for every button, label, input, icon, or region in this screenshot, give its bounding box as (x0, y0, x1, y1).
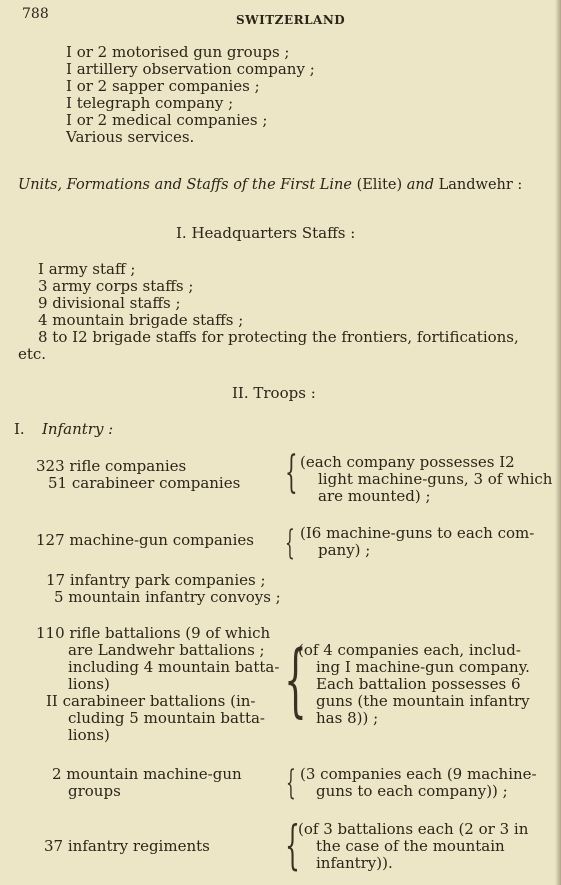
troop-note: (I6 machine-guns to each com- (300, 524, 535, 542)
troop-note: Each battalion possesses 6 (316, 675, 521, 693)
intro-item: Various services. (66, 128, 195, 146)
intro-item: I artillery observation company ; (66, 60, 315, 78)
staff-continuation: etc. (18, 345, 47, 363)
intro-item: I or 2 motorised gun groups ; (66, 43, 290, 61)
troop-item: 127 machine-gun companies (36, 531, 254, 549)
troop-note: infantry)). (316, 854, 393, 872)
intro-item: I or 2 medical companies ; (66, 111, 268, 129)
troop-item: including 4 mountain batta- (68, 658, 280, 676)
intro-item: I telegraph company ; (66, 94, 234, 112)
brace: { (285, 523, 295, 563)
brace: { (286, 763, 296, 803)
units-heading (18, 177, 522, 194)
units-heading-part1: Units, Formations and Staffs of the First Line (18, 177, 352, 193)
infantry-number: I. (14, 420, 25, 438)
units-heading-part3: and (406, 177, 435, 193)
troop-note: (of 4 companies each, includ- (298, 641, 521, 659)
troop-note: light machine-guns, 3 of which (318, 470, 553, 488)
troop-note: the case of the mountain (316, 837, 505, 855)
staff-item: I army staff ; (38, 260, 136, 278)
troop-note: (of 3 battalions each (2 or 3 in (298, 820, 529, 838)
running-title: SWITZERLAND (236, 13, 346, 27)
troop-item: II carabineer battalions (in- (46, 692, 256, 710)
brace: { (285, 816, 300, 876)
troop-note: (3 companies each (9 machine- (300, 765, 537, 783)
staff-item: 9 divisional staffs ; (38, 294, 181, 312)
troop-item: 37 infantry regiments (44, 837, 210, 855)
units-heading-part4: Landwehr : (438, 177, 523, 193)
intro-item: I or 2 sapper companies ; (66, 77, 260, 95)
troop-note: pany) ; (318, 541, 371, 559)
page-number: 788 (22, 6, 49, 22)
section2-title: II. Troops : (232, 384, 316, 402)
infantry-label: Infantry : (42, 420, 114, 438)
staff-item: 8 to I2 brigade staffs for protecting the frontiers, fortifications, (38, 328, 519, 346)
troop-item: are Landwehr battalions ; (68, 641, 265, 659)
section1-title: I. Headquarters Staffs : (176, 224, 356, 242)
troop-item: 5 mountain infantry convoys ; (54, 588, 281, 606)
units-heading-part2: (Elite) (356, 177, 403, 193)
troop-note: ing I machine-gun company. (316, 658, 530, 676)
troop-item: lions) (68, 726, 110, 744)
troop-item: groups (68, 782, 121, 800)
brace: { (284, 633, 307, 726)
troop-item: lions) (68, 675, 110, 693)
troop-item: 323 rifle companies (36, 457, 187, 475)
troop-item: 2 mountain machine-gun (52, 765, 242, 783)
troop-note: has 8)) ; (316, 709, 379, 727)
troop-item: 110 rifle battalions (9 of which (36, 624, 271, 642)
brace: { (285, 447, 298, 498)
troop-note: are mounted) ; (318, 487, 431, 505)
troop-item: cluding 5 mountain batta- (68, 709, 265, 727)
page-edge-shadow (555, 0, 561, 885)
troop-note: (each company possesses I2 (300, 453, 515, 471)
troop-item: 51 carabineer companies (48, 474, 241, 492)
troop-note: guns (the mountain infantry (316, 692, 530, 710)
staff-item: 3 army corps staffs ; (38, 277, 194, 295)
troop-note: guns to each company)) ; (316, 782, 508, 800)
staff-item: 4 mountain brigade staffs ; (38, 311, 244, 329)
troop-item: 17 infantry park companies ; (46, 571, 266, 589)
